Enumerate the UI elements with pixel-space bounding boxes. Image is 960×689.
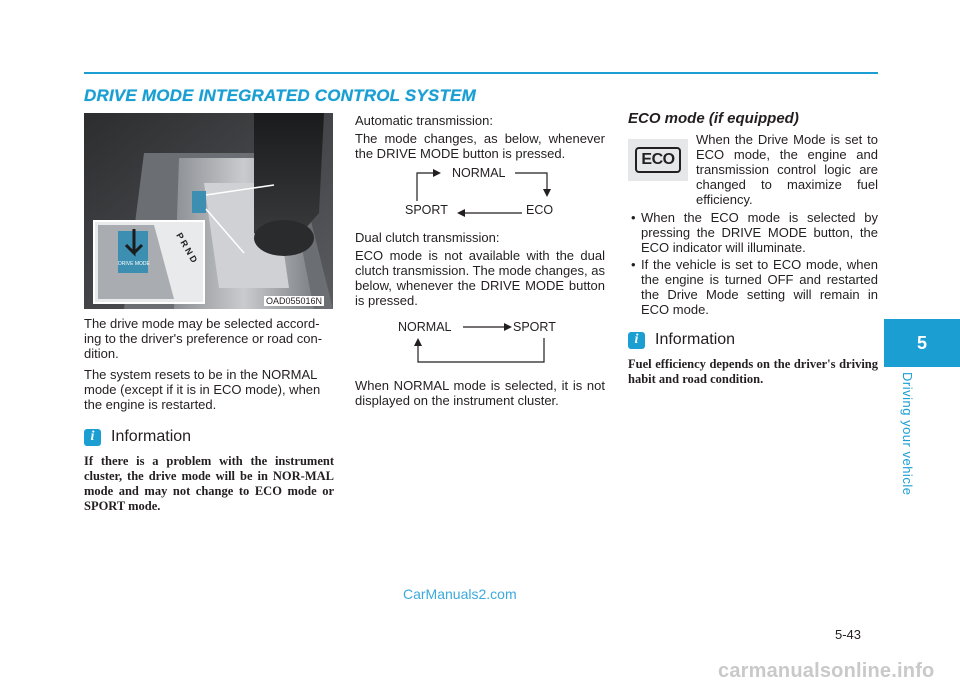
header-rule	[84, 72, 878, 74]
eco-bullet-list	[628, 210, 878, 317]
watermark-top[interactable]: CarManuals2.com	[403, 586, 517, 602]
diagram2-arrows	[396, 318, 566, 368]
eco-heading-wrap	[628, 110, 878, 127]
info-body-2: Fuel efficiency depends on the driver's driving habit and road condition.	[628, 357, 878, 386]
auto-mode-diagram	[395, 165, 565, 220]
info-body: If there is a problem with the instrument cluster, the drive mode will be in NOR-MAL mode and may not change to ECO mode or SPORT mode.	[84, 454, 334, 513]
diagram2-sport-label: SPORT	[513, 320, 556, 334]
info-heading-2	[628, 331, 878, 349]
left-column	[84, 316, 334, 527]
gear-shifter-photo	[84, 113, 333, 309]
middle-column-dct	[355, 230, 605, 308]
middle-column-note	[355, 378, 605, 408]
eco-bullets-wrap	[628, 210, 878, 400]
chapter-tab	[884, 319, 960, 367]
eco-bullet-1: • When the ECO mode is selected by pressing the DRIVE MODE button, the ECO indicator will illuminate.	[628, 210, 878, 255]
info-icon-2: i	[628, 332, 645, 349]
auto-body: The mode changes, as below, whenever the DRIVE MODE button is pressed.	[355, 131, 605, 161]
chapter-title: Driving your vehicle	[900, 372, 915, 496]
diagram1-arrows	[395, 165, 565, 220]
diagram1-sport-label: SPORT	[405, 203, 448, 217]
info-title: Information	[111, 428, 192, 445]
page-title: DRIVE MODE INTEGRATED CONTROL SYSTEM	[84, 86, 476, 105]
eco-icon-text: ECO	[635, 147, 680, 173]
chapter-number: 5	[916, 332, 927, 353]
eco-heading: ECO mode (if equipped)	[628, 110, 799, 127]
eco-intro-wrap	[696, 132, 878, 207]
normal-note: When NORMAL mode is selected, it is not displayed on the instrument cluster.	[355, 378, 605, 408]
eco-bullet-2: • If the vehicle is set to ECO mode, when the engine is turned OFF and restarted the Drive Mode setting will remain in ECO mode.	[628, 257, 878, 317]
info-title-2: Information	[655, 331, 736, 348]
photo-code: OAD055016N	[266, 296, 323, 306]
reset-paragraph: The system resets to be in the NORMAL mode (except if it is in ECO mode), when the engine is restarted.	[84, 367, 321, 412]
intro-paragraph: The drive mode may be selected accord-ing to the driver's preference or road con-dition.	[84, 316, 323, 361]
middle-column	[355, 113, 605, 161]
dct-body: ECO mode is not available with the dual clutch transmission. The mode changes, as below, whenever the DRIVE MODE button is pressed.	[355, 248, 605, 308]
diagram1-eco-label: ECO	[526, 203, 554, 217]
page-number: 5-43	[835, 627, 862, 642]
dct-mode-diagram	[396, 318, 566, 368]
watermark-bottom[interactable]: carmanualsonline.info	[718, 660, 935, 682]
eco-intro: When the Drive Mode is set to ECO mode, the engine and transmission control logic are changed to maximize fuel efficiency.	[696, 132, 878, 207]
eco-indicator-icon	[628, 139, 688, 181]
photo-button-label: DRIVE MODE	[118, 261, 150, 267]
diagram2-normal-label: NORMAL	[398, 320, 452, 334]
info-heading	[84, 428, 334, 446]
photo-shift-letters: P R N D	[174, 231, 200, 265]
info-icon: i	[84, 429, 101, 446]
dct-heading: Dual clutch transmission:	[355, 230, 500, 245]
auto-heading: Automatic transmission:	[355, 113, 493, 128]
gear-shifter-illustration	[84, 113, 333, 309]
diagram1-normal-label: NORMAL	[452, 166, 506, 180]
